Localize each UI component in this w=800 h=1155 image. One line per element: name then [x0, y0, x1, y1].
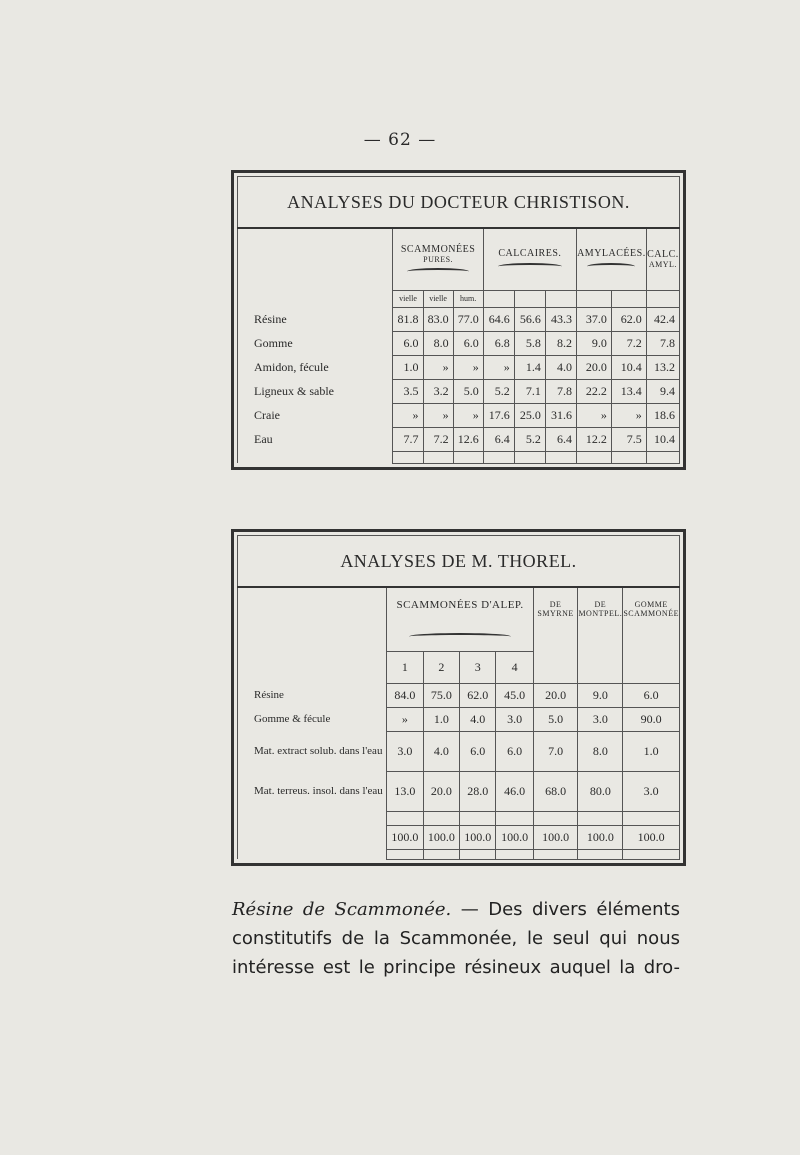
- body-paragraph: [232, 895, 680, 982]
- value-cell: 80.0: [578, 771, 623, 811]
- table1-group-calc-amyl: [646, 228, 679, 290]
- value-cell: 10.4: [646, 427, 679, 451]
- value-cell: »: [423, 355, 453, 379]
- table2-title: ANALYSES DE M. THOREL.: [238, 536, 680, 588]
- value-cell: 28.0: [460, 771, 496, 811]
- value-cell: 18.6: [646, 403, 679, 427]
- col-montpel: [578, 587, 623, 683]
- value-cell: 25.0: [514, 403, 545, 427]
- value-cell: 12.2: [576, 427, 611, 451]
- page-number: — 62 —: [363, 130, 437, 150]
- sample-number: 4: [496, 651, 533, 683]
- value-cell: 20.0: [533, 683, 578, 707]
- value-cell: 5.0: [533, 707, 578, 731]
- value-cell: 3.5: [393, 379, 423, 403]
- table1-group-amylacees: [576, 228, 646, 290]
- value-cell: 3.0: [387, 731, 423, 771]
- value-cell: 9.4: [646, 379, 679, 403]
- value-cell: 9.0: [576, 331, 611, 355]
- value-cell: 3.0: [578, 707, 623, 731]
- brace-mark: [407, 268, 469, 275]
- paragraph-line-1: [232, 895, 680, 924]
- value-cell: 17.6: [483, 403, 514, 427]
- group-label: SCAMMONÉES D'ALEP.: [396, 598, 524, 611]
- total-cell: 100.0: [496, 825, 533, 849]
- value-cell: »: [393, 403, 423, 427]
- value-cell: »: [483, 355, 514, 379]
- value-cell: 10.4: [611, 355, 646, 379]
- value-cell: 56.6: [514, 307, 545, 331]
- value-cell: 75.0: [423, 683, 459, 707]
- table2-body: [238, 683, 680, 811]
- value-cell: 13.2: [646, 355, 679, 379]
- row-label: Eau: [238, 427, 393, 451]
- value-cell: 6.0: [623, 683, 680, 707]
- value-cell: »: [611, 403, 646, 427]
- table1-group-scammonees: [393, 228, 483, 290]
- group-label: AMYLACÉES.: [577, 248, 646, 260]
- subcol-label: vielle: [393, 290, 423, 307]
- row-label: Résine: [238, 307, 393, 331]
- value-cell: 62.0: [460, 683, 496, 707]
- value-cell: 7.2: [423, 427, 453, 451]
- value-cell: 7.0: [533, 731, 578, 771]
- value-cell: 4.0: [460, 707, 496, 731]
- totals-row: [238, 825, 680, 849]
- value-cell: 6.8: [483, 331, 514, 355]
- brace-mark: [587, 263, 635, 270]
- value-cell: 6.0: [460, 731, 496, 771]
- group-label: CALCAIRES.: [498, 248, 562, 260]
- table1-row: [238, 379, 680, 403]
- value-cell: 7.8: [545, 379, 576, 403]
- thorel-table: [237, 535, 680, 860]
- value-cell: 6.4: [545, 427, 576, 451]
- col-line2: SCAMMONÉE: [623, 609, 679, 618]
- col-gomme-scammonee: [623, 587, 680, 683]
- value-cell: 22.2: [576, 379, 611, 403]
- sample-number: 3: [460, 651, 496, 683]
- value-cell: 7.7: [393, 427, 423, 451]
- table2-row: [238, 731, 680, 771]
- brace-mark: [409, 633, 511, 640]
- table1-body: [238, 307, 680, 451]
- value-cell: 4.0: [545, 355, 576, 379]
- value-cell: 90.0: [623, 707, 680, 731]
- row-label: Gomme & fécule: [238, 707, 387, 731]
- col-line1: DE: [594, 600, 607, 609]
- value-cell: 7.5: [611, 427, 646, 451]
- col-smyrne: [533, 587, 578, 683]
- value-cell: 6.0: [496, 731, 533, 771]
- value-cell: 20.0: [423, 771, 459, 811]
- value-cell: 45.0: [496, 683, 533, 707]
- value-cell: 6.0: [393, 331, 423, 355]
- value-cell: 43.3: [545, 307, 576, 331]
- value-cell: 7.2: [611, 331, 646, 355]
- value-cell: 3.0: [496, 707, 533, 731]
- value-cell: »: [423, 403, 453, 427]
- table1-row: [238, 307, 680, 331]
- paragraph-text: — Des divers éléments: [460, 899, 680, 920]
- table2-row: [238, 771, 680, 811]
- table1-row: [238, 331, 680, 355]
- table1-row: [238, 355, 680, 379]
- value-cell: 20.0: [576, 355, 611, 379]
- col-line1: GOMME: [634, 600, 668, 609]
- value-cell: 3.2: [423, 379, 453, 403]
- row-label: Amidon, fécule: [238, 355, 393, 379]
- value-cell: 5.8: [514, 331, 545, 355]
- table2-row: [238, 683, 680, 707]
- row-label: Mat. extract solub. dans l'eau: [238, 731, 387, 771]
- value-cell: 3.0: [623, 771, 680, 811]
- table2-group-alep: [387, 587, 534, 651]
- value-cell: 4.0: [423, 731, 459, 771]
- value-cell: 6.0: [453, 331, 483, 355]
- total-cell: 100.0: [623, 825, 680, 849]
- col-line2: MONTPEL.: [578, 609, 623, 618]
- value-cell: 5.0: [453, 379, 483, 403]
- value-cell: 84.0: [387, 683, 423, 707]
- col-line1: DE: [549, 600, 562, 609]
- paragraph-line-2: constitutifs de la Scammonée, le seul qui nous: [232, 928, 680, 949]
- group-sub: PURES.: [423, 254, 454, 264]
- value-cell: 31.6: [545, 403, 576, 427]
- value-cell: 8.0: [578, 731, 623, 771]
- paragraph-line-3: intéresse est le principe résineux auquel la dro-: [232, 957, 680, 978]
- value-cell: 1.0: [423, 707, 459, 731]
- row-label: Mat. terreus. insol. dans l'eau: [238, 771, 387, 811]
- table2-corner: [238, 587, 387, 683]
- group-sub: AMYL.: [648, 260, 677, 270]
- value-cell: 42.4: [646, 307, 679, 331]
- subcol-label: vielle: [423, 290, 453, 307]
- total-cell: 100.0: [387, 825, 423, 849]
- value-cell: »: [453, 403, 483, 427]
- value-cell: 6.4: [483, 427, 514, 451]
- value-cell: 64.6: [483, 307, 514, 331]
- table2-row: [238, 707, 680, 731]
- value-cell: 7.8: [646, 331, 679, 355]
- value-cell: 46.0: [496, 771, 533, 811]
- table1-row: [238, 403, 680, 427]
- group-label: CALC.: [647, 249, 679, 261]
- value-cell: 37.0: [576, 307, 611, 331]
- table1-row: [238, 427, 680, 451]
- value-cell: 5.2: [483, 379, 514, 403]
- value-cell: »: [387, 707, 423, 731]
- row-label: Craie: [238, 403, 393, 427]
- value-cell: 1.4: [514, 355, 545, 379]
- value-cell: »: [453, 355, 483, 379]
- total-cell: 100.0: [578, 825, 623, 849]
- value-cell: 8.0: [423, 331, 453, 355]
- col-line2: SMYRNE: [537, 609, 574, 618]
- row-label: Ligneux & sable: [238, 379, 393, 403]
- value-cell: 1.0: [393, 355, 423, 379]
- total-cell: 100.0: [423, 825, 459, 849]
- value-cell: 77.0: [453, 307, 483, 331]
- value-cell: 5.2: [514, 427, 545, 451]
- subcol-label: hum.: [453, 290, 483, 307]
- total-cell: 100.0: [460, 825, 496, 849]
- row-label: Résine: [238, 683, 387, 707]
- value-cell: 8.2: [545, 331, 576, 355]
- value-cell: 68.0: [533, 771, 578, 811]
- row-label: Gomme: [238, 331, 393, 355]
- table1-corner: [238, 228, 393, 307]
- brace-mark: [498, 263, 563, 270]
- paragraph-lead: Résine de Scammonée.: [232, 899, 452, 920]
- table1-title: ANALYSES DU DOCTEUR CHRISTISON.: [238, 177, 680, 229]
- christison-table: [237, 176, 680, 464]
- value-cell: 83.0: [423, 307, 453, 331]
- total-cell: 100.0: [533, 825, 578, 849]
- value-cell: 62.0: [611, 307, 646, 331]
- table1-group-calcaires: [483, 228, 576, 290]
- value-cell: 13.0: [387, 771, 423, 811]
- value-cell: 1.0: [623, 731, 680, 771]
- sample-number: 1: [387, 651, 423, 683]
- value-cell: 7.1: [514, 379, 545, 403]
- sample-number: 2: [423, 651, 459, 683]
- value-cell: 13.4: [611, 379, 646, 403]
- value-cell: 9.0: [578, 683, 623, 707]
- value-cell: 12.6: [453, 427, 483, 451]
- value-cell: »: [576, 403, 611, 427]
- group-label: SCAMMONÉES: [400, 243, 476, 255]
- value-cell: 81.8: [393, 307, 423, 331]
